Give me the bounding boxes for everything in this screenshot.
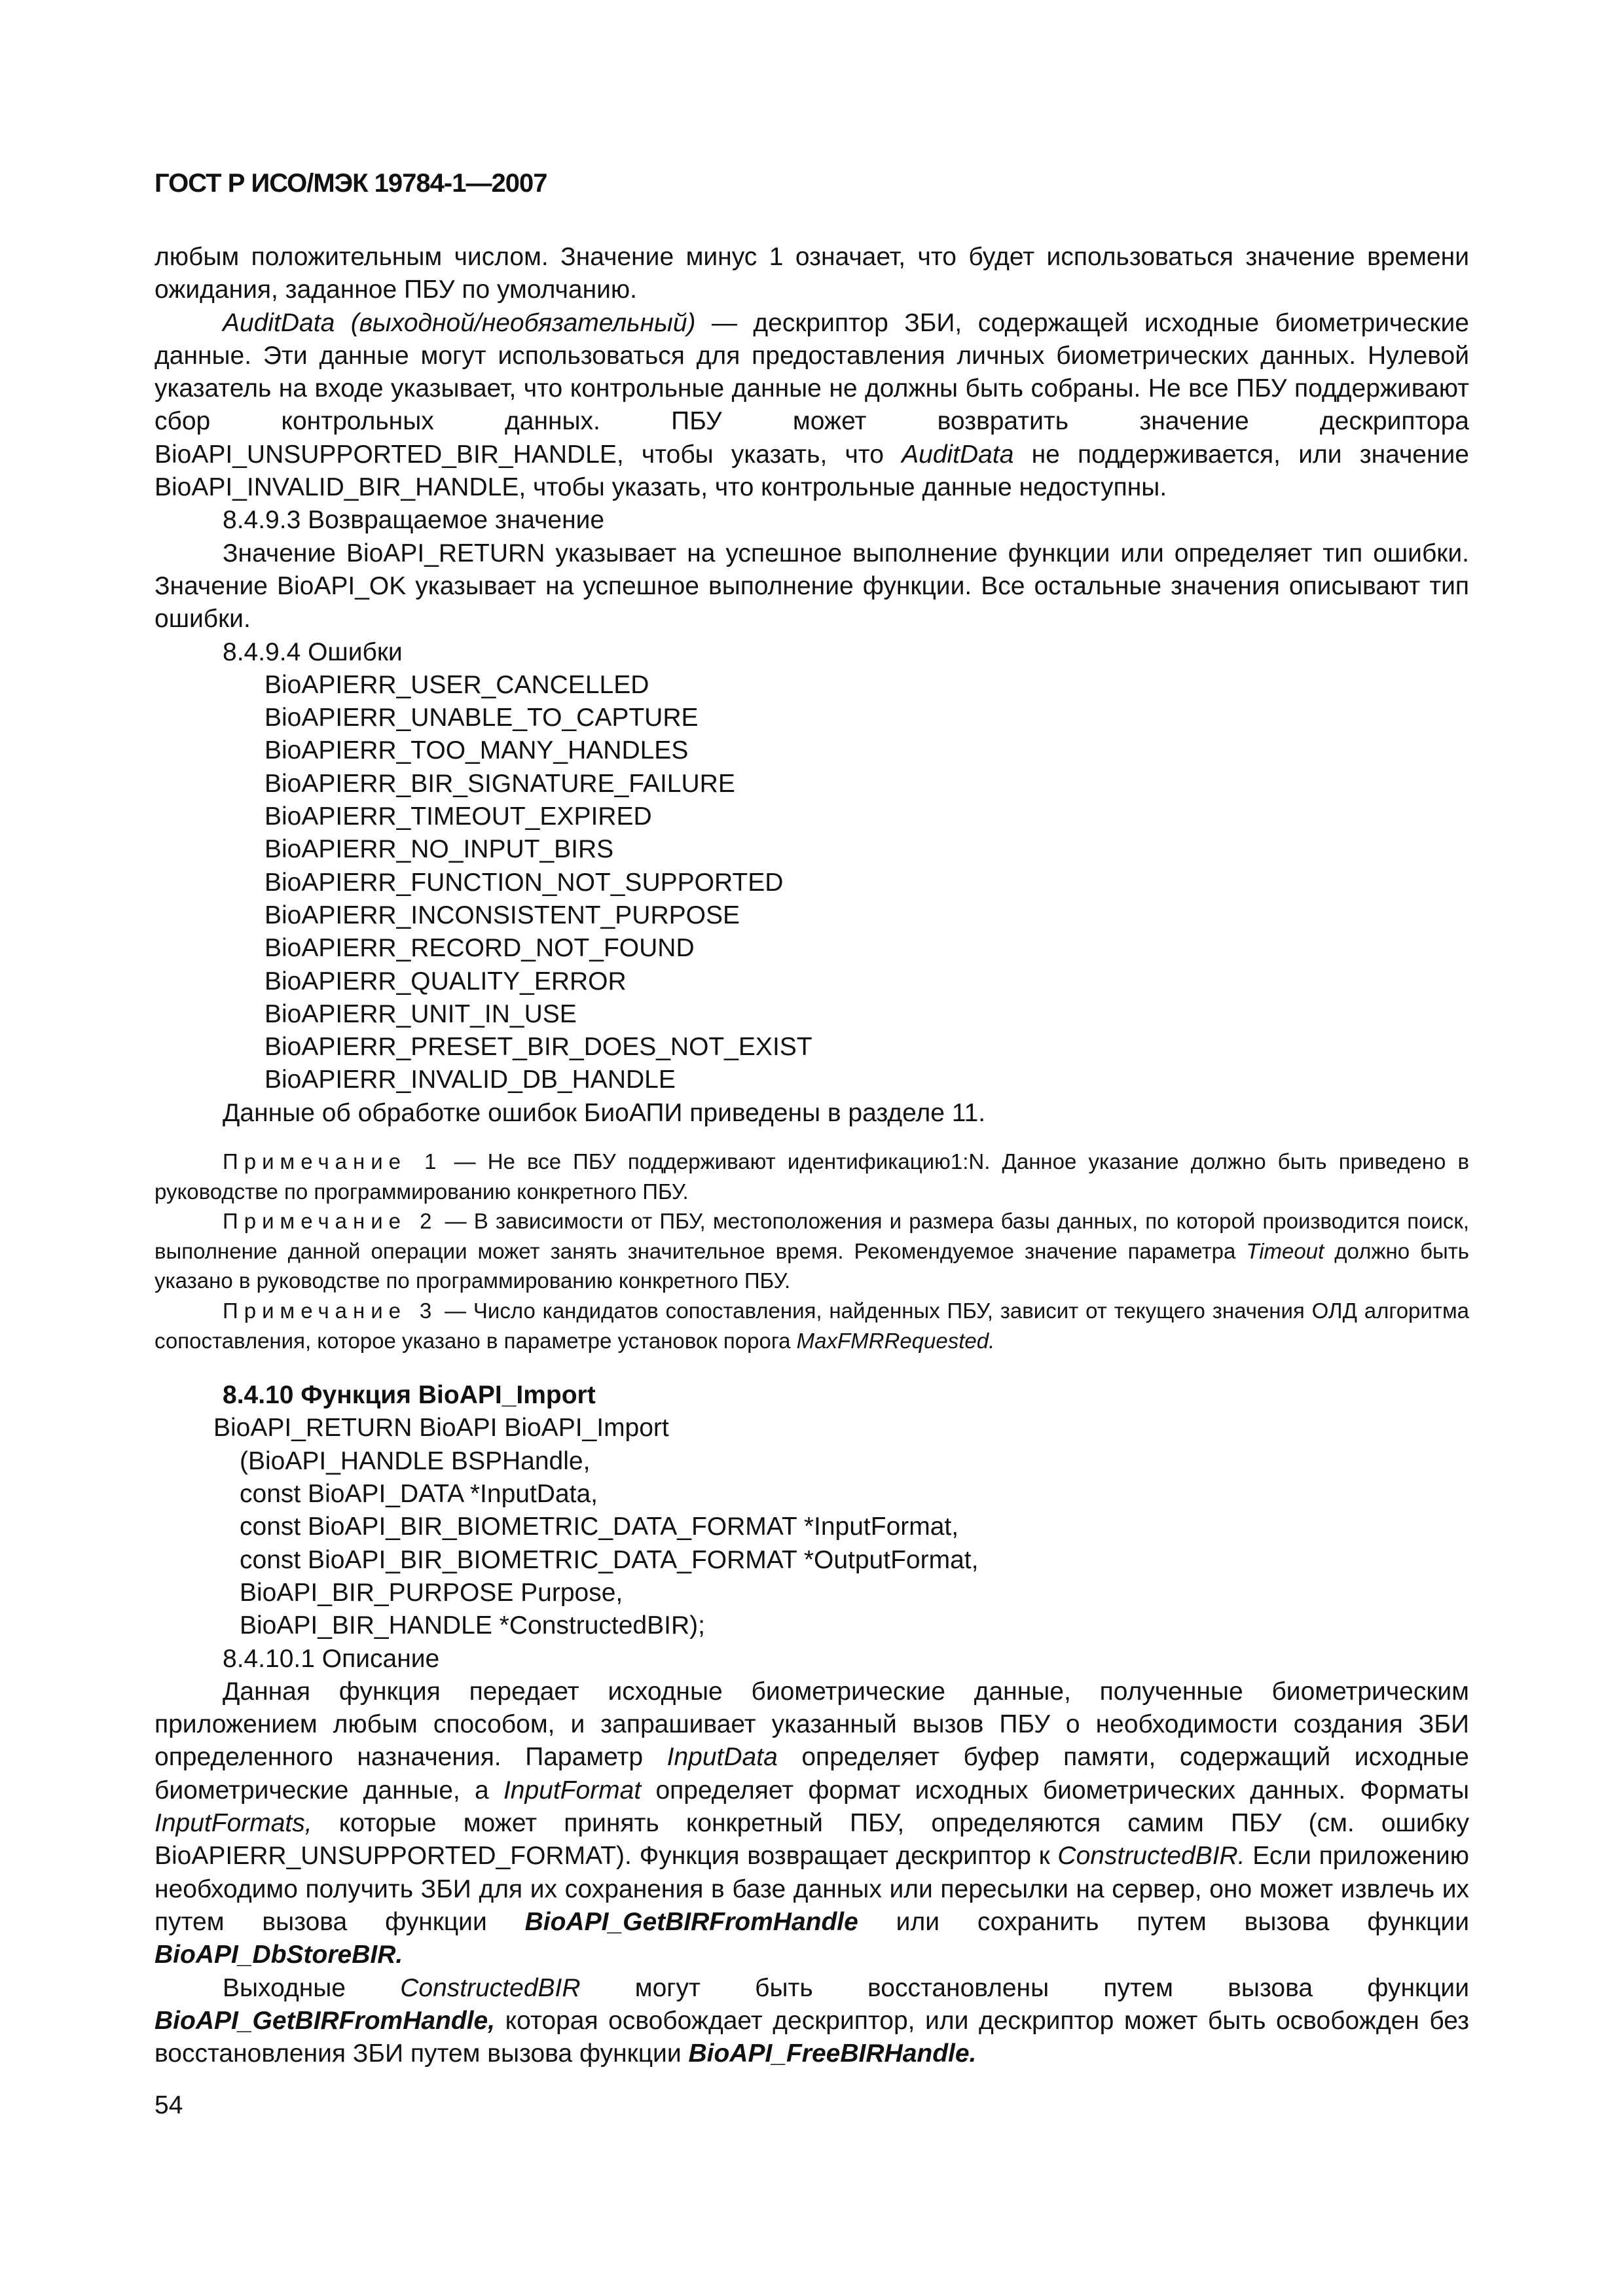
- section-heading-8-4-10-1: 8.4.10.1 Описание: [223, 1644, 440, 1673]
- paragraph-output: Выходные ConstructedBIR могут быть восстановлены путем вызова функции BioAPI_GetBIRFromHandle, которая освобождает дескриптор, или дескриптор может быть освобожден без восстановления ЗБИ путем вызова функции BioAPI_FreeBIRHandle.: [155, 1973, 1469, 2068]
- note-2: Примечание 2 — В зависимости от ПБУ, местоположения и размера базы данных, по которой производится поиск, выполнение данной операции может занять значительное время. Рекомендуемое значение параметра Timeout должно быть указано в руководстве по программированию конкретного ПБУ.: [155, 1209, 1470, 1293]
- paragraph-errors-reference: Данные об обработке ошибок БиоАПИ приведены в разделе 11.: [223, 1098, 986, 1127]
- notes-block: [155, 1147, 1469, 1355]
- paragraph-return-value: Значение BioAPI_RETURN указывает на успешное выполнение функции или определяет тип ошибки. Значение BioAPI_OK указывает на успешное выполнение функции. Все остальные значения описывают тип ошибки.: [155, 539, 1469, 634]
- note-label: Примечание 3: [223, 1298, 438, 1323]
- paragraph-description: Данная функция передает исходные биометрические данные, полученные биометрическим приложением любым способом, и запрашивает указанный вызов ПБУ о необходимости создания ЗБИ определенного назначения. Параметр InputData определяет буфер памяти, содержащий исходные биометрические данные, а InputFormat определяет формат исходных биометрических данных. Форматы InputFormats, которые может принять конкретный ПБУ, определяются самим ПБУ (см. ошибку BioAPIERR_UNSUPPORTED_FORMAT). Функция возвращает дескриптор к ConstructedBIR. Если приложению необходимо получить ЗБИ для их сохранения в базе данных или пересылки на сервер, оно может извлечь их путем вызова функции BioAPI_GetBIRFromHandle или сохранить путем вызова функции BioAPI_DbStoreBIR.: [155, 1677, 1469, 1969]
- section-heading-8-4-10: 8.4.10 Функция BioAPI_Import: [223, 1381, 596, 1410]
- signature-line: BioAPI_RETURN BioAPI BioAPI_Import: [213, 1414, 669, 1443]
- signature-line: BioAPI_BIR_PURPOSE Purpose,: [240, 1578, 623, 1607]
- page-body: [155, 241, 1469, 2070]
- paragraph-timeout-continued: любым положительным числом. Значение минус 1 означает, что будет использоваться значение времени ожидания, заданное ПБУ по умолчанию.: [155, 243, 1469, 304]
- signature-line: const BioAPI_BIR_BIOMETRIC_DATA_FORMAT *InputFormat,: [240, 1513, 959, 1541]
- signature-line: BioAPI_BIR_HANDLE *ConstructedBIR);: [240, 1611, 705, 1640]
- error-item: BioAPIERR_NO_INPUT_BIRS: [264, 835, 614, 864]
- document-header: ГОСТ Р ИСО/МЭК 19784-1—2007: [155, 169, 547, 198]
- page-number: 54: [155, 2091, 183, 2119]
- signature-line: const BioAPI_BIR_BIOMETRIC_DATA_FORMAT *OutputFormat,: [240, 1545, 979, 1574]
- function-signature: [155, 1412, 1469, 1642]
- paragraph-auditdata: AuditData (выходной/необязательный) — дескриптор ЗБИ, содержащей исходные биометрические данные. Эти данные могут использоваться для предоставления личных биометрических данных. Нулевой указатель на входе указывает, что контрольные данные не должны быть собраны. Не все ПБУ поддерживают сбор контрольных данных. ПБУ может возвратить значение дескриптора BioAPI_UNSUPPORTED_BIR_HANDLE, чтобы указать, что AuditData не поддерживается, или значение BioAPI_INVALID_BIR_HANDLE, чтобы указать, что контрольные данные недоступны.: [155, 308, 1469, 502]
- error-item: BioAPIERR_QUALITY_ERROR: [264, 967, 627, 996]
- error-item: BioAPIERR_UNABLE_TO_CAPTURE: [264, 704, 699, 732]
- error-item: BioAPIERR_PRESET_BIR_DOES_NOT_EXIST: [264, 1033, 812, 1062]
- error-item: BioAPIERR_BIR_SIGNATURE_FAILURE: [264, 769, 735, 798]
- note-label: Примечание 2: [223, 1209, 438, 1234]
- error-item: BioAPIERR_USER_CANCELLED: [264, 670, 649, 699]
- error-item: BioAPIERR_INCONSISTENT_PURPOSE: [264, 901, 740, 929]
- note-label: Примечание 1: [223, 1149, 443, 1174]
- section-heading-8-4-9-3: 8.4.9.3 Возвращаемое значение: [223, 506, 605, 535]
- error-list: [155, 669, 1469, 1097]
- note-1: Примечание 1 — Не все ПБУ поддерживают идентификацию1:N. Данное указание должно быть приведено в руководстве по программированию конкретного ПБУ.: [155, 1149, 1469, 1204]
- signature-line: const BioAPI_DATA *InputData,: [240, 1480, 598, 1509]
- error-item: BioAPIERR_RECORD_NOT_FOUND: [264, 934, 695, 963]
- error-item: BioAPIERR_TIMEOUT_EXPIRED: [264, 802, 652, 831]
- note-3: Примечание 3 — Число кандидатов сопоставления, найденных ПБУ, зависит от текущего значения ОЛД алгоритма сопоставления, которое указано в параметре установок порога MaxFMRRequested.: [155, 1298, 1469, 1353]
- error-item: BioAPIERR_UNIT_IN_USE: [264, 999, 577, 1028]
- error-item: BioAPIERR_INVALID_DB_HANDLE: [264, 1066, 676, 1094]
- term-auditdata: AuditData (выходной/необязательный): [223, 308, 696, 337]
- signature-line: (BioAPI_HANDLE BSPHandle,: [240, 1446, 591, 1475]
- section-heading-8-4-9-4: 8.4.9.4 Ошибки: [223, 637, 403, 666]
- error-item: BioAPIERR_FUNCTION_NOT_SUPPORTED: [264, 868, 784, 897]
- error-item: BioAPIERR_TOO_MANY_HANDLES: [264, 736, 689, 765]
